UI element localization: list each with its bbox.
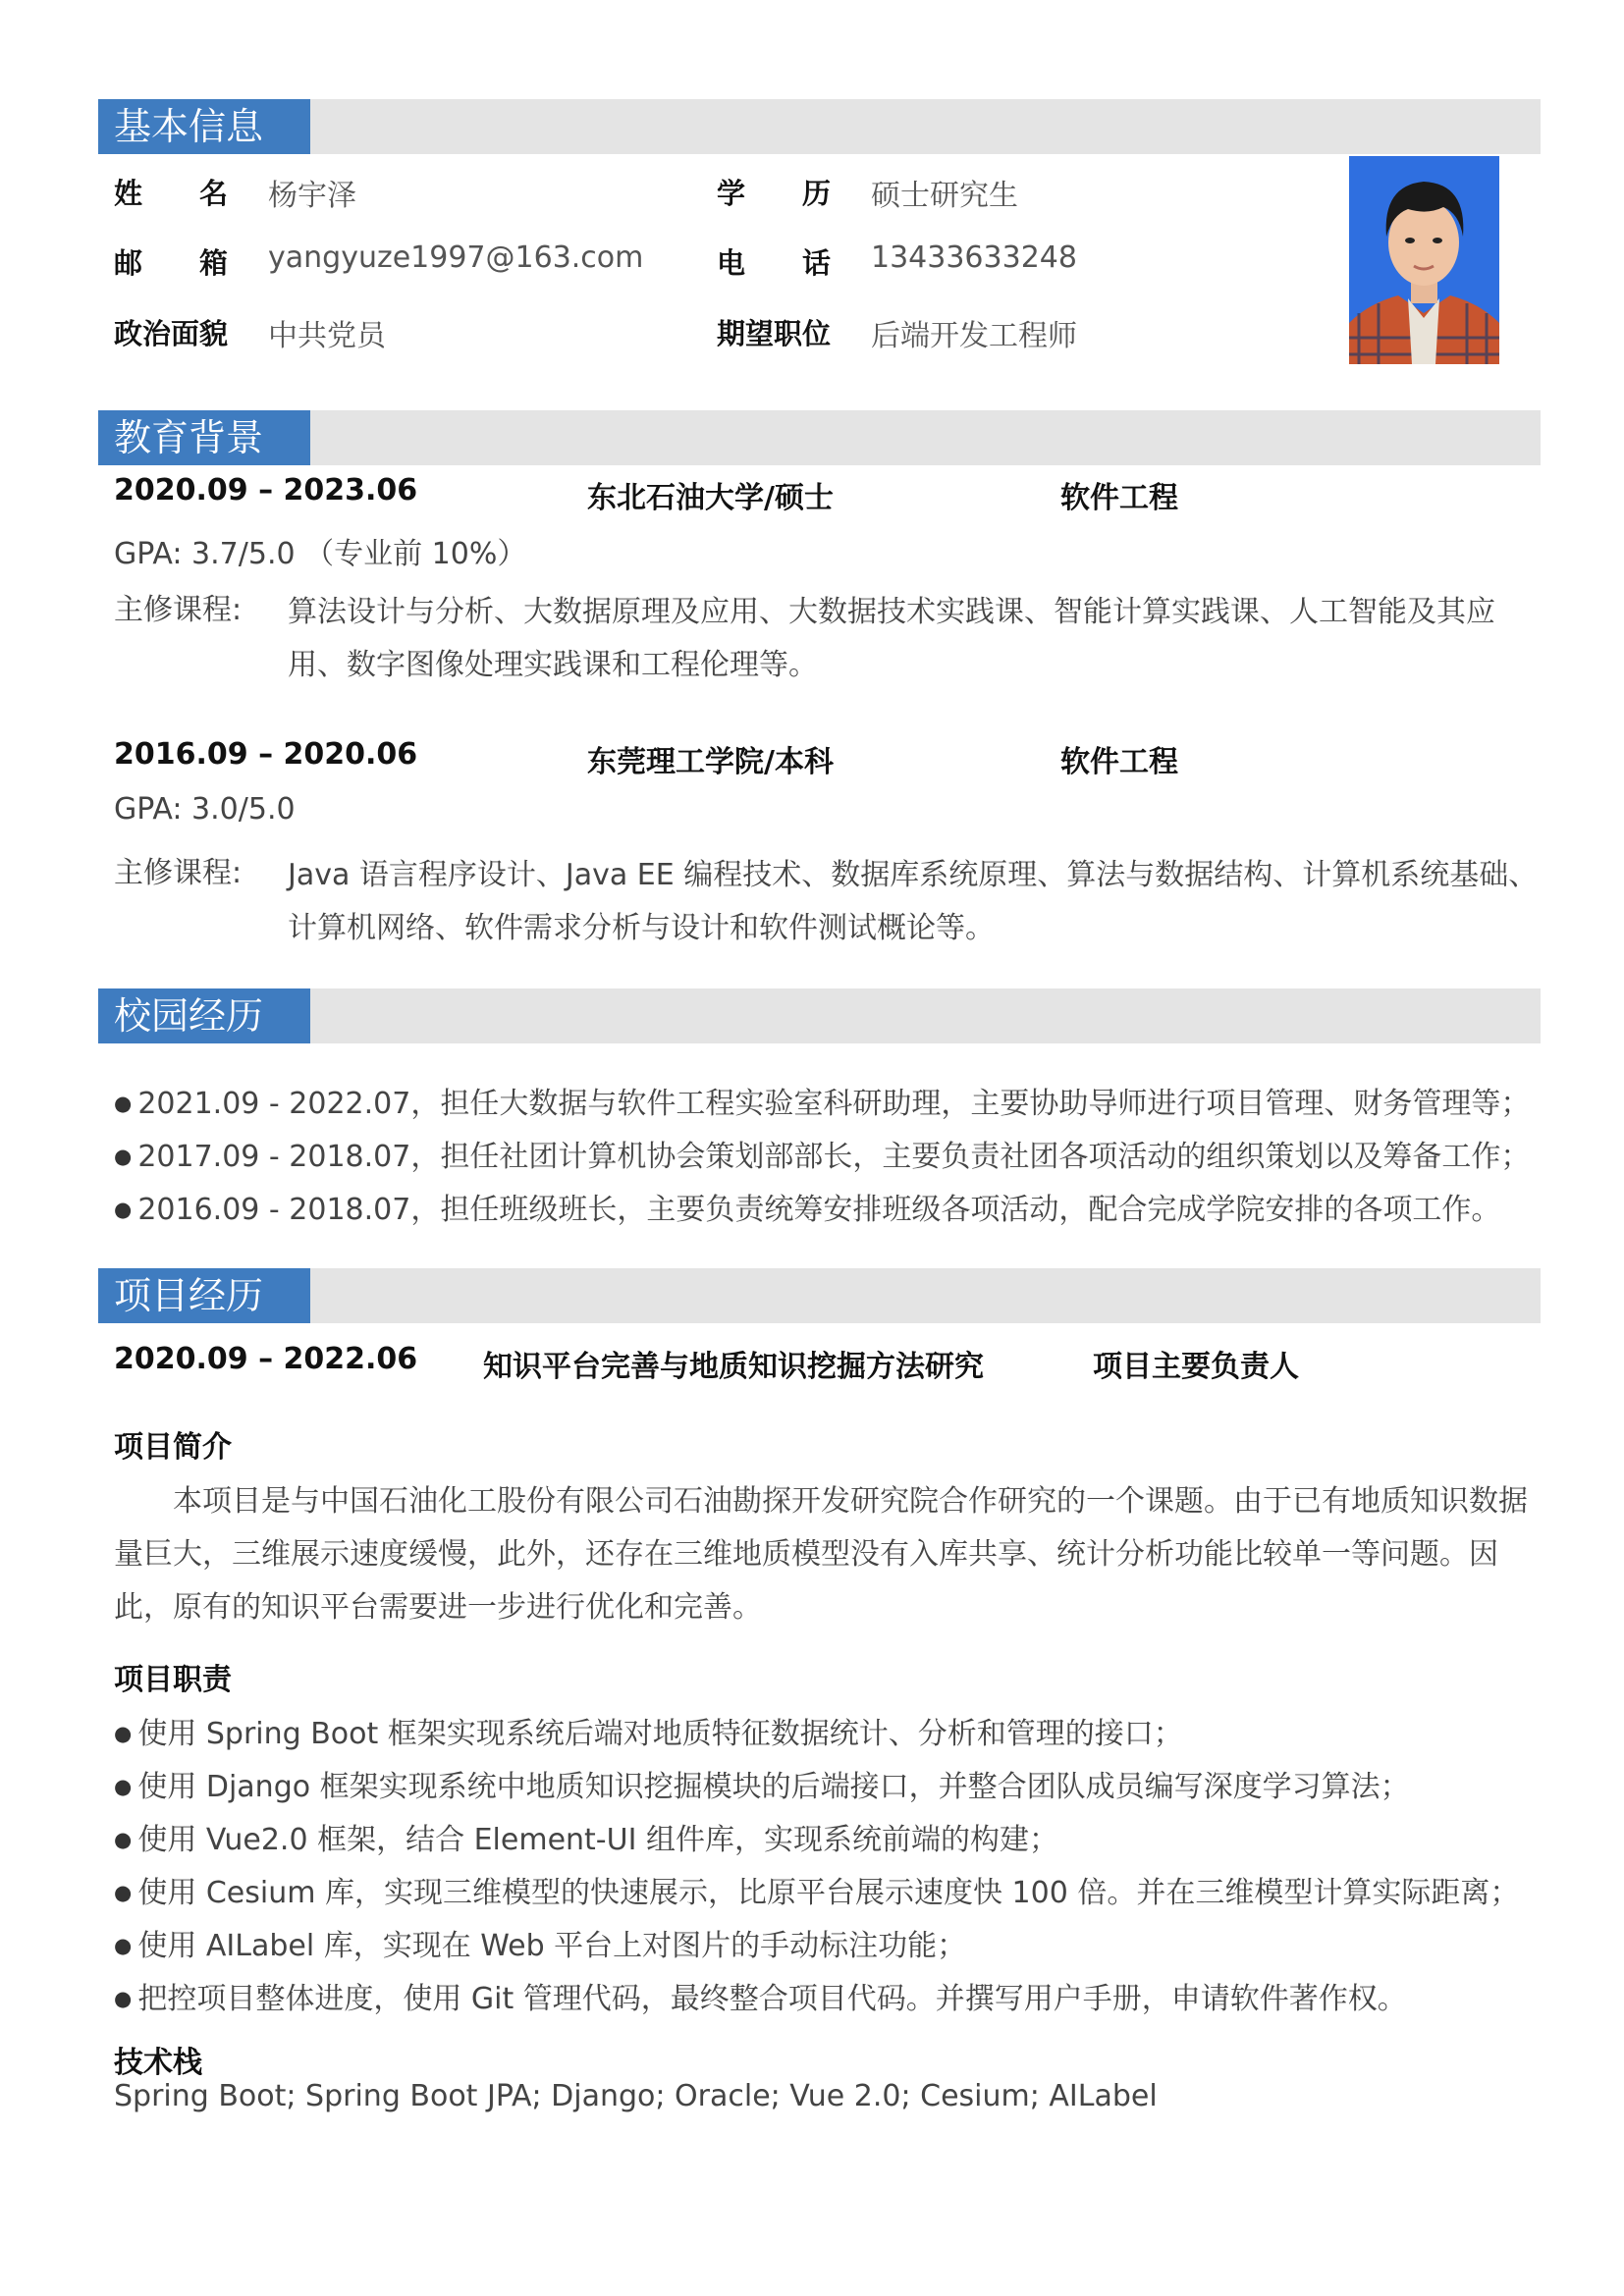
project-duty-item: ● 使用 Spring Boot 框架实现系统后端对地质特征数据统计、分析和管理的接口；: [114, 1709, 1183, 1752]
edu2-major: 软件工程: [1060, 745, 1178, 779]
section-title-project: 项目经历: [98, 1268, 310, 1323]
edu2-courses-line1: Java 语言程序设计、Java EE 编程技术、数据库系统原理、算法与数据结构、计算机系统基础、: [288, 858, 1539, 892]
project-period: 2020.09 – 2022.06: [114, 1342, 418, 1376]
position-label: 期望职位: [717, 317, 832, 350]
project-intro-line1: 本项目是与中国石油化工股份有限公司石油勘探开发研究院合作研究的一个课题。由于已有地质知识数据: [173, 1484, 1528, 1519]
phone-value: 13433633248: [871, 240, 1077, 275]
edu1-school: 东北石油大学/硕士: [587, 481, 834, 515]
edu1-courses-line2: 用、数字图像处理实践课和工程伦理等。: [288, 648, 818, 682]
person-portrait-icon: [1349, 156, 1499, 364]
edu1-courses-label: 主修课程:: [114, 593, 243, 627]
section-title-campus: 校园经历: [98, 988, 310, 1043]
project-duty-item: ● 把控项目整体进度，使用 Git 管理代码，最终整合项目代码。并撰写用户手册，申请软件著作权。: [114, 1974, 1407, 2017]
edu2-gpa: GPA: 3.0/5.0: [114, 792, 296, 827]
project-intro-line3: 此，原有的知识平台需要进一步进行优化和完善。: [114, 1590, 762, 1625]
edu1-courses-line1: 算法设计与分析、大数据原理及应用、大数据技术实践课、智能计算实践课、人工智能及其应: [288, 595, 1495, 629]
edu2-period: 2016.09 – 2020.06: [114, 737, 418, 772]
campus-item: ● 2017.09 - 2018.07，担任社团计算机协会策划部部长，主要负责社团各项活动的组织策划以及筹备工作；: [114, 1132, 1530, 1175]
section-header-project: [98, 1268, 1541, 1323]
section-header-campus: [98, 988, 1541, 1043]
degree-label: 学 历: [717, 177, 832, 210]
project-duty-item: ● 使用 Vue2.0 框架，结合 Element-UI 组件库，实现系统前端的构建；: [114, 1815, 1058, 1858]
edu2-school: 东莞理工学院/本科: [587, 745, 834, 779]
political-label: 政治面貌: [114, 317, 229, 350]
edu2-courses-label: 主修课程:: [114, 856, 243, 890]
project-duty-item: ● 使用 Django 框架实现系统中地质知识挖掘模块的后端接口，并整合团队成员编写深度学习算法；: [114, 1762, 1410, 1805]
edu2-courses-line2: 计算机网络、软件需求分析与设计和软件测试概论等。: [288, 911, 995, 945]
name-value: 杨宇泽: [268, 179, 356, 213]
project-tech-heading: 技术栈: [114, 2046, 202, 2080]
project-name: 知识平台完善与地质知识挖掘方法研究: [483, 1350, 984, 1384]
phone-label: 电 话: [717, 246, 832, 280]
campus-item: ● 2021.09 - 2022.07，担任大数据与软件工程实验室科研助理，主要协助导师进行项目管理、财务管理等；: [114, 1079, 1530, 1122]
project-duty-item: ● 使用 AILabel 库，实现在 Web 平台上对图片的手动标注功能；: [114, 1921, 966, 1964]
project-intro-line2: 量巨大，三维展示速度缓慢，此外，还存在三维地质模型没有入库共享、统计分析功能比较单一等问题。因: [114, 1537, 1498, 1572]
project-intro-heading: 项目简介: [114, 1430, 232, 1465]
political-value: 中共党员: [268, 319, 386, 353]
project-duty-heading: 项目职责: [114, 1663, 232, 1697]
position-value: 后端开发工程师: [871, 319, 1077, 353]
edu1-period: 2020.09 – 2023.06: [114, 473, 418, 507]
profile-photo: [1349, 156, 1499, 364]
edu1-gpa: GPA: 3.7/5.0 （专业前 10%）: [114, 537, 527, 571]
email-value: yangyuze1997@163.com: [268, 240, 644, 275]
project-duty-item: ● 使用 Cesium 库，实现三维模型的快速展示，比原平台展示速度快 100 倍。并在三维模型计算实际距离；: [114, 1868, 1519, 1911]
edu1-major: 软件工程: [1060, 481, 1178, 515]
degree-value: 硕士研究生: [871, 179, 1018, 213]
campus-item: ● 2016.09 - 2018.07，担任班级班长，主要负责统筹安排班级各项活动，配合完成学院安排的各项工作。: [114, 1185, 1500, 1228]
project-tech-stack: Spring Boot; Spring Boot JPA; Django; Oracle; Vue 2.0; Cesium; AILabel: [114, 2079, 1158, 2113]
name-label: 姓 名: [114, 177, 229, 210]
project-role: 项目主要负责人: [1093, 1350, 1299, 1384]
section-title-basic: 基本信息: [98, 99, 310, 154]
section-header-basic: [98, 99, 1541, 154]
email-label: 邮 箱: [114, 246, 229, 280]
section-header-education: [98, 410, 1541, 465]
section-title-education: 教育背景: [98, 410, 310, 465]
